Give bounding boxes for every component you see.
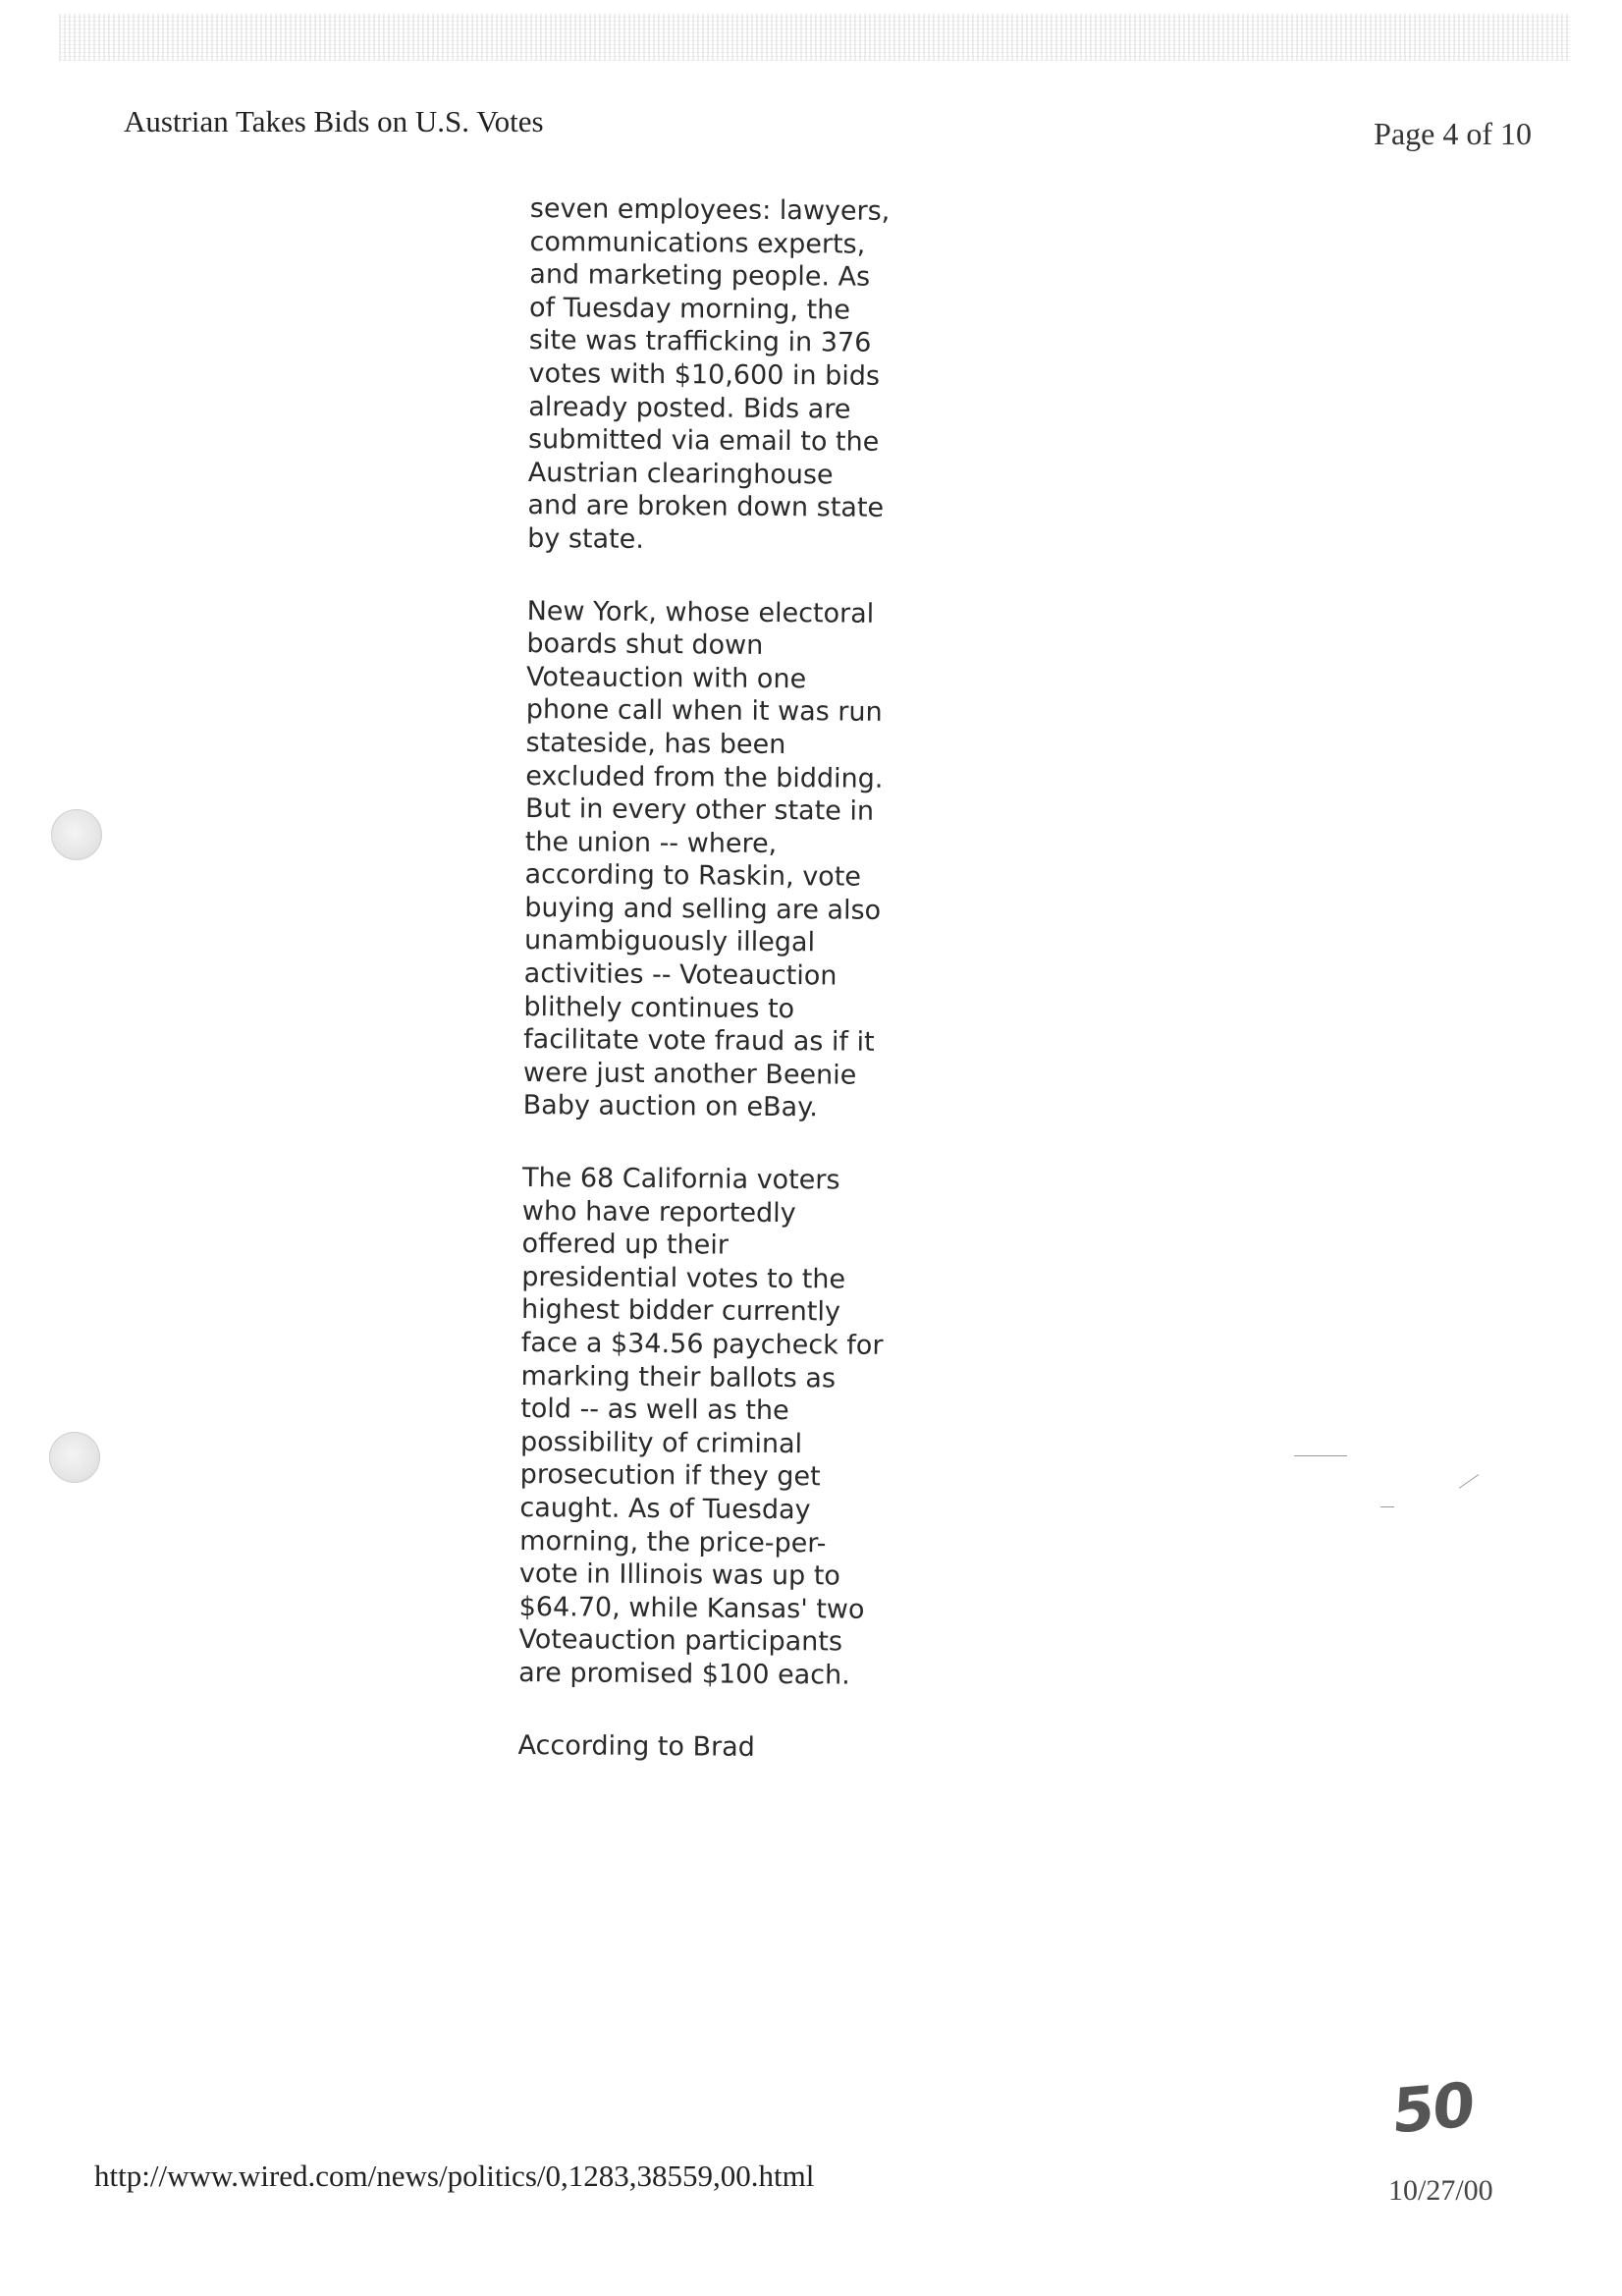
print-date: 10/27/00: [1388, 2174, 1493, 2207]
page-number: Page 4 of 10: [1374, 116, 1532, 151]
article-paragraph: The 68 California voters who have reportedly offered up their presidential votes to the highest bidder currently face a $34.56 paycheck for marking their ballots as told -- as well as the possibility of criminal prosecution if they get caught. As of Tuesday morning, the price-per-vote in Illinois was up to $64.70, while Kansas' two Voteauction participants are promised $100 each.: [518, 1163, 884, 1691]
scan-noise-strip: [59, 14, 1571, 61]
document-title: Austrian Takes Bids on U.S. Votes: [124, 104, 544, 138]
article-body: [517, 192, 893, 1765]
handwritten-page-mark: 50: [1390, 2068, 1476, 2148]
stray-mark: [1294, 1455, 1347, 1456]
stray-mark: [1459, 1474, 1479, 1489]
punch-hole: [49, 1432, 100, 1483]
article-paragraph: seven employees: lawyers, communications experts, and marketing people. As of Tuesday morning, the site was trafficking in 376 votes with $10,600 in bids already posted. Bids are submitted via email to the Austrian clearinghouse and are broken down state by state.: [527, 192, 891, 555]
article-paragraph: According to Brad: [517, 1729, 756, 1763]
stray-mark: [1380, 1506, 1394, 1507]
article-paragraph: New York, whose electoral boards shut down Voteauction with one phone call when it was run stateside, has been excluded from the bidding. But in every other state in the union -- where, according to Raskin, vote buying and selling are also unambiguously illegal activities -- Voteauction blithely continues to facilitate vote fraud as if it were just another Beenie Baby auction on eBay.: [522, 595, 884, 1123]
punch-hole: [51, 809, 102, 860]
source-url: http://www.wired.com/news/politics/0,1283,38559,00.html: [94, 2159, 815, 2193]
